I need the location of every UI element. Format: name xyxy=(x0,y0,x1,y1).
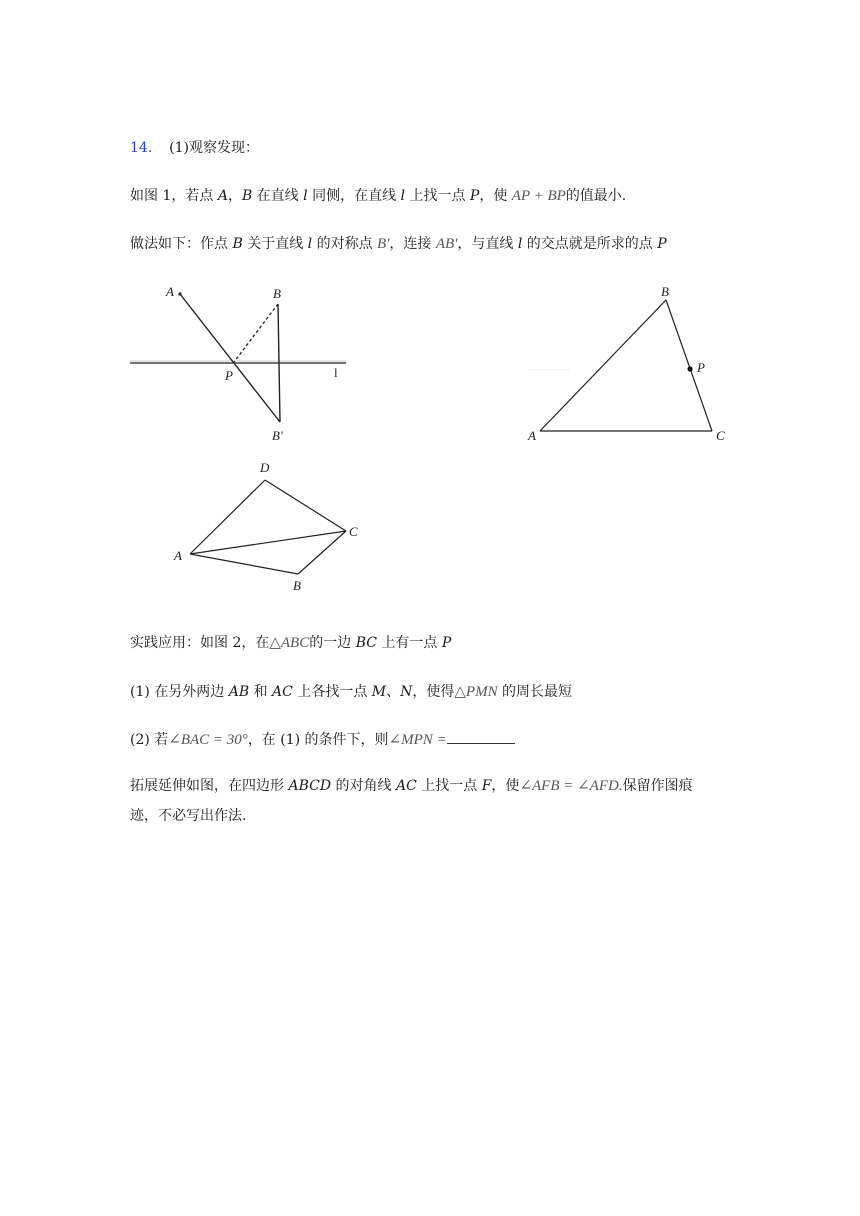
side-bc xyxy=(666,300,712,431)
intro-mid2: 同侧，在直线 xyxy=(307,188,401,204)
segment-ab-prime: AB' xyxy=(435,236,458,252)
label-p: P xyxy=(697,360,705,375)
side-bc-text: BC xyxy=(355,635,377,651)
practice-text xyxy=(130,633,451,653)
expr-ap-bp: AP + BP xyxy=(511,188,566,204)
sub2-pre: (2) 若 xyxy=(130,732,169,748)
label-d: D xyxy=(260,460,270,475)
point-b-prime: B' xyxy=(377,236,390,252)
angle-mpn: ∠MPN = xyxy=(388,732,447,748)
line-l: l xyxy=(307,236,313,252)
point-p: P xyxy=(469,188,480,204)
method-mid3: ，连接 xyxy=(389,236,436,252)
sub1-mid1: 和 xyxy=(249,684,273,700)
side-ba xyxy=(190,554,298,574)
point-f: F xyxy=(481,778,492,794)
side-ac-text: AC xyxy=(272,684,293,700)
extension-pre: 拓展延伸如图，在四边形 xyxy=(130,778,289,794)
label-b: B xyxy=(273,286,281,301)
part1-heading: (1)观察发现： xyxy=(169,140,260,156)
quadrilateral-abcd: ABCD xyxy=(288,778,332,794)
point-b: B xyxy=(241,188,253,204)
method-mid4: ，与直线 xyxy=(457,236,518,252)
extension-text xyxy=(130,776,693,796)
subquestion-1 xyxy=(130,682,572,702)
sub1-mid3: ，使得 xyxy=(412,684,455,700)
practice-pre: 实践应用：如图 2，在 xyxy=(130,635,270,651)
extension-text-line2 xyxy=(130,806,246,826)
extension-mid3: ，使 xyxy=(491,778,520,794)
point-p: P xyxy=(441,635,452,651)
label-a: A xyxy=(528,428,536,443)
intro-comma: ， xyxy=(227,188,242,204)
side-ad xyxy=(190,480,265,554)
dashed-segment-b-p xyxy=(234,304,278,362)
intro-post: 的值最小. xyxy=(565,188,627,204)
figure-3-quadrilateral xyxy=(165,456,375,596)
label-a: A xyxy=(166,284,174,299)
subquestion-2 xyxy=(130,729,515,750)
point-a-dot xyxy=(178,292,181,295)
figure-2-triangle xyxy=(520,280,740,450)
side-ab-text: AB xyxy=(228,684,250,700)
sub2-mid: ，在 (1) 的条件下，则 xyxy=(247,732,389,748)
side-dc xyxy=(265,480,346,531)
diagonal-ac xyxy=(190,531,346,554)
extension-mid2: 上找一点 xyxy=(416,778,482,794)
sub1-post: 的周长最短 xyxy=(497,684,573,700)
label-l: l xyxy=(334,365,338,380)
point-m: M xyxy=(371,684,387,700)
point-a: A xyxy=(217,188,228,204)
label-c: C xyxy=(349,524,358,539)
answer-blank[interactable] xyxy=(447,729,515,744)
label-b: B xyxy=(293,578,301,593)
extension-post: 保留作图痕 xyxy=(622,778,693,794)
intro-mid3: 上找一点 xyxy=(405,188,470,204)
practice-post: 上有一点 xyxy=(376,635,442,651)
segment-b-b-prime xyxy=(278,304,280,422)
line-l: l xyxy=(303,188,308,204)
sub1-sep: 、 xyxy=(386,684,401,700)
segment-a-b-prime xyxy=(180,294,280,422)
point-p-dot xyxy=(687,366,692,371)
extension-mid1: 的对角线 xyxy=(331,778,396,794)
side-ab xyxy=(540,300,666,431)
extension-line2: 迹，不必写出作法. xyxy=(130,808,247,824)
angle-equality: ∠AFB = ∠AFD. xyxy=(519,778,623,794)
label-p: P xyxy=(225,368,233,383)
label-c: C xyxy=(716,428,725,443)
diagonal-ac-text: AC xyxy=(395,778,417,794)
triangle-pmn: △PMN xyxy=(454,684,498,700)
practice-mid: 的一边 xyxy=(309,635,356,651)
label-b-prime: B′ xyxy=(272,428,283,443)
method-post: 的交点就是所求的点 xyxy=(522,236,658,252)
label-a: A xyxy=(174,548,182,563)
point-b: B xyxy=(232,236,243,252)
sub1-pre: (1) 在另外两边 xyxy=(130,684,229,700)
point-p: P xyxy=(657,236,667,252)
label-b: B xyxy=(661,284,669,299)
method-pre: 做法如下：作点 xyxy=(130,236,233,252)
line-l: l xyxy=(400,188,406,204)
sub1-mid2: 上各找一点 xyxy=(292,684,372,700)
line-l: l xyxy=(517,236,523,252)
triangle-abc: △ABC xyxy=(269,635,310,651)
point-n: N xyxy=(400,684,413,700)
method-mid1: 关于直线 xyxy=(242,236,308,252)
intro-text xyxy=(130,186,626,206)
figure-1-reflection xyxy=(120,278,360,448)
intro-pre: 如图 1，若点 xyxy=(130,188,218,204)
method-mid2: 的对称点 xyxy=(312,236,378,252)
angle-bac: ∠BAC = 30° xyxy=(168,732,248,748)
intro-mid1: 在直线 xyxy=(252,188,304,204)
method-text xyxy=(130,234,667,254)
question-number: 14. xyxy=(130,140,153,156)
intro-mid4: ，使 xyxy=(479,188,512,204)
question-heading xyxy=(130,138,259,158)
